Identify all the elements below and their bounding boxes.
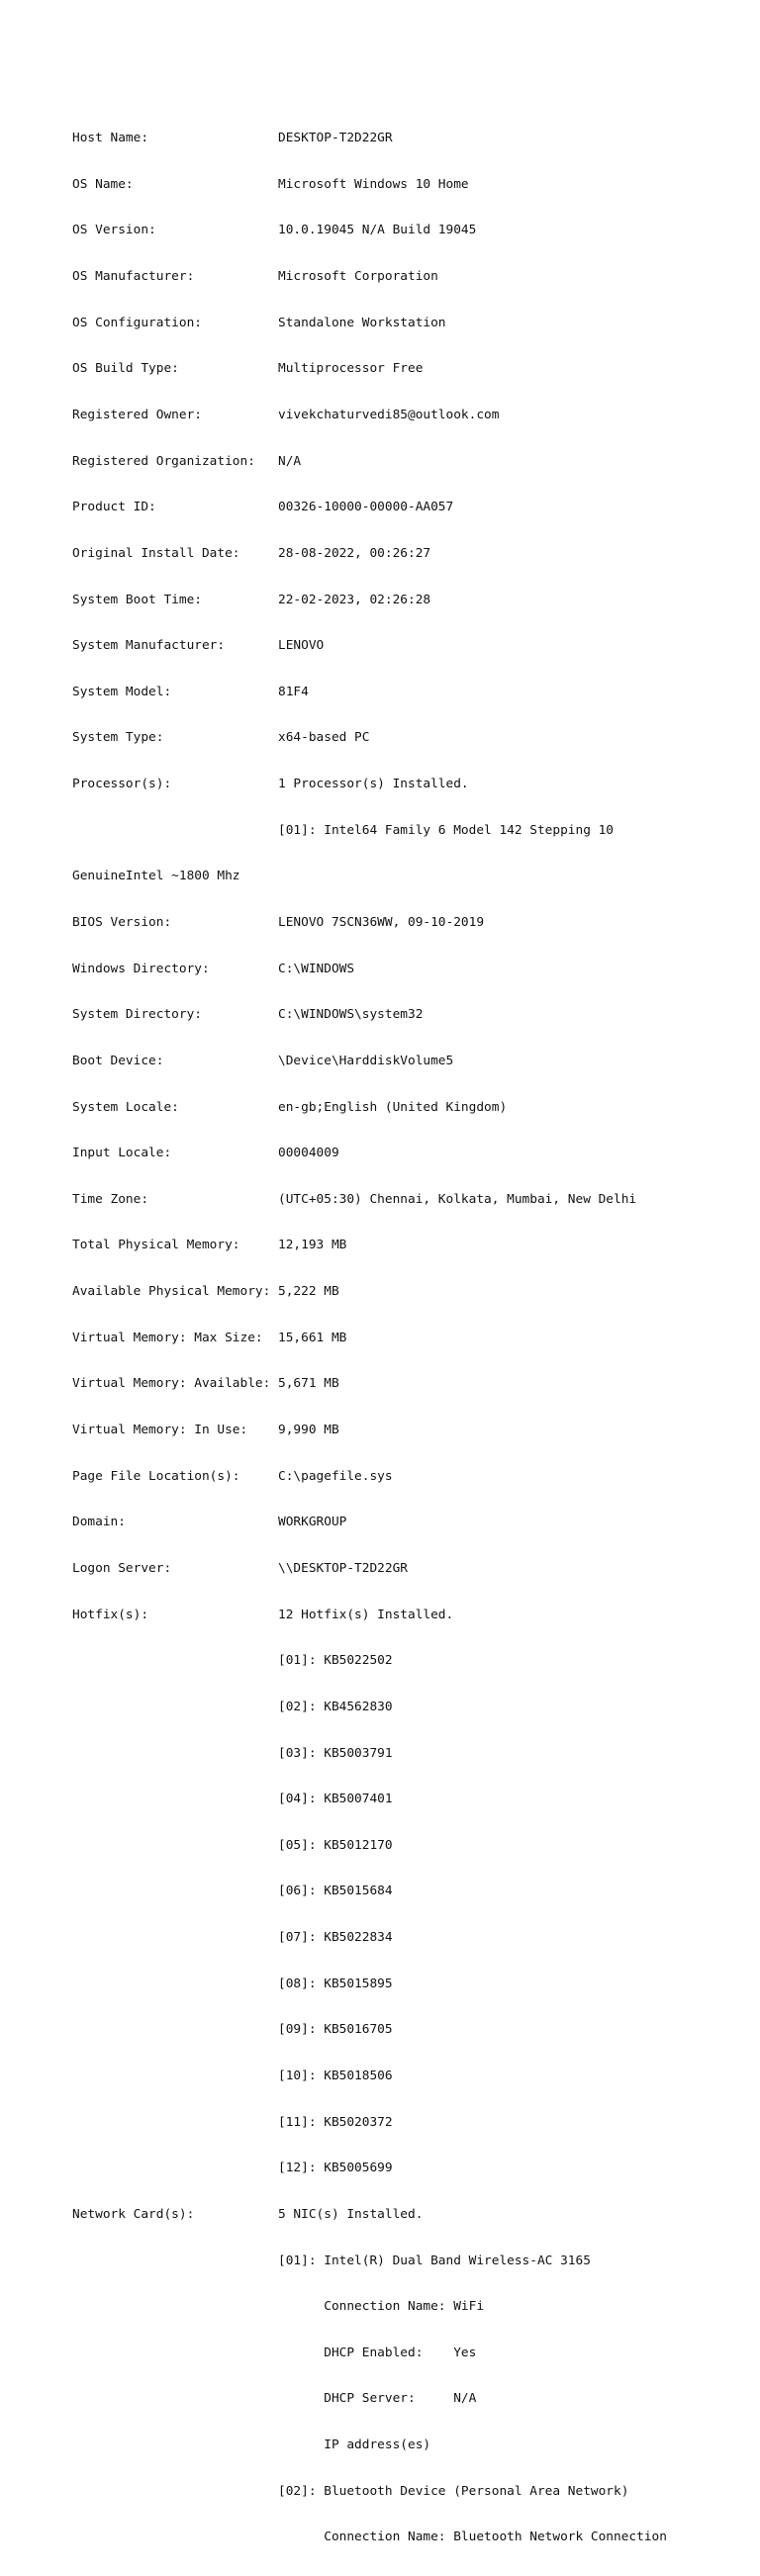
text-line: [11]: KB5020372 — [72, 2114, 393, 2130]
text-line: [09]: KB5016705 — [72, 2022, 393, 2038]
text-line: Original Install Date: 28-08-2022, 00:26:27 — [72, 545, 431, 561]
text-line: Domain: WORKGROUP — [72, 1515, 347, 1530]
text-line: Virtual Memory: Max Size: 15,661 MB — [72, 1330, 347, 1345]
text-line: System Model: 81F4 — [72, 684, 309, 699]
text-line: Total Physical Memory: 12,193 MB — [72, 1238, 347, 1253]
text-line: Virtual Memory: Available: 5,671 MB — [72, 1376, 339, 1392]
text-line: Logon Server: \\DESKTOP-T2D22GR — [72, 1560, 408, 1576]
text-line: System Type: x64-based PC — [72, 730, 370, 746]
text-line: Windows Directory: C:\WINDOWS — [72, 961, 355, 976]
text-line: [01]: Intel(R) Dual Band Wireless-AC 3165 — [72, 2253, 591, 2268]
document-page — [72, 100, 745, 2576]
text-line: OS Manufacturer: Microsoft Corporation — [72, 269, 438, 285]
text-line: Product ID: 00326-10000-00000-AA057 — [72, 500, 454, 515]
text-line: [03]: KB5003791 — [72, 1745, 393, 1761]
text-line: Connection Name: Bluetooth Network Connection — [72, 2530, 667, 2545]
text-line: OS Configuration: Standalone Workstation — [72, 315, 446, 330]
text-line: BIOS Version: LENOVO 7SCN36WW, 09-10-2019 — [72, 914, 485, 930]
text-line: Available Physical Memory: 5,222 MB — [72, 1284, 339, 1300]
text-line: Host Name: DESKTOP-T2D22GR — [72, 131, 393, 146]
text-line: OS Build Type: Multiprocessor Free — [72, 361, 424, 377]
text-line: [06]: KB5015684 — [72, 1884, 393, 1899]
text-line: Page File Location(s): C:\pagefile.sys — [72, 1468, 393, 1484]
text-line: [04]: KB5007401 — [72, 1792, 393, 1807]
text-line: [05]: KB5012170 — [72, 1837, 393, 1853]
systeminfo-output — [72, 100, 745, 2576]
text-line: [02]: Bluetooth Device (Personal Area Network) — [72, 2483, 629, 2499]
text-line: Virtual Memory: In Use: 9,990 MB — [72, 1423, 339, 1438]
text-line: Boot Device: \Device\HarddiskVolume5 — [72, 1053, 454, 1068]
text-line: [12]: KB5005699 — [72, 2161, 393, 2176]
text-line: [01]: KB5022502 — [72, 1653, 393, 1669]
text-line: System Locale: en-gb;English (United Kingdom) — [72, 1099, 508, 1115]
text-line: DHCP Enabled: Yes — [72, 2345, 477, 2360]
text-line: Hotfix(s): 12 Hotfix(s) Installed. — [72, 1607, 454, 1622]
text-line: GenuineIntel ~1800 Mhz — [72, 869, 240, 884]
text-line: Processor(s): 1 Processor(s) Installed. — [72, 777, 469, 792]
text-line: [10]: KB5018506 — [72, 2069, 393, 2083]
text-line: System Boot Time: 22-02-2023, 02:26:28 — [72, 592, 431, 607]
text-line: [08]: KB5015895 — [72, 1976, 393, 1991]
text-line: Network Card(s): 5 NIC(s) Installed. — [72, 2206, 424, 2222]
text-line: System Directory: C:\WINDOWS\system32 — [72, 1007, 424, 1023]
text-line: Time Zone: (UTC+05:30) Chennai, Kolkata, Mumbai, New Delhi — [72, 1191, 637, 1207]
text-line: IP address(es) — [72, 2438, 431, 2453]
text-line: OS Version: 10.0.19045 N/A Build 19045 — [72, 223, 477, 238]
text-line: OS Name: Microsoft Windows 10 Home — [72, 176, 469, 192]
text-line: DHCP Server: N/A — [72, 2391, 477, 2407]
text-line: System Manufacturer: LENOVO — [72, 638, 325, 654]
text-line: [02]: KB4562830 — [72, 1699, 393, 1714]
text-line: Registered Organization: N/A — [72, 453, 302, 469]
text-line: Input Locale: 00004009 — [72, 1146, 339, 1161]
text-line: [01]: Intel64 Family 6 Model 142 Stepping 10 — [72, 822, 615, 838]
text-line: [07]: KB5022834 — [72, 1930, 393, 1946]
text-line: Connection Name: WiFi — [72, 2299, 485, 2315]
text-line: Registered Owner: vivekchaturvedi85@outlook.com — [72, 407, 500, 422]
